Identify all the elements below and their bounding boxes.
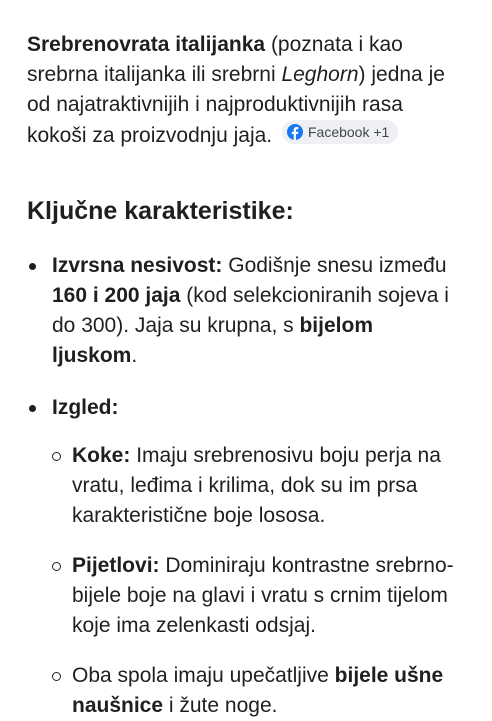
nesivost-text-1: Godišnje snesu između: [222, 254, 447, 277]
facebook-icon: [287, 124, 303, 140]
nesivost-text-3: .: [131, 344, 138, 367]
intro-paragraph: [27, 30, 464, 151]
characteristics-list: [27, 251, 464, 721]
nesivost-label: Izvrsna nesivost:: [52, 254, 223, 277]
list-item-izgled: [27, 393, 464, 721]
intro-text-1: (poznata i kao srebrna italijanka ili srebrni: [27, 33, 403, 86]
sublist-item-oba-spola: [52, 661, 464, 721]
sublist-item-koke: [52, 441, 464, 531]
nesivost-text-2: (kod selekcioniranih sojeva i do 300). Jaja su krupna, s: [52, 284, 449, 337]
breed-name: Srebrenovrata italijanka: [27, 33, 266, 56]
oba-text-1: Oba spola imaju upečatljive: [72, 664, 335, 687]
list-item-nesivost: [27, 251, 464, 371]
section-heading: Ključne karakteristike:: [27, 197, 294, 225]
nesivost-bold-2: bijelom ljuskom: [52, 314, 373, 367]
pijetlovi-label: Pijetlovi:: [72, 554, 160, 577]
intro-text-2: ) jedna je od najatraktivnijih i najproduktivnijih rasa kokoši za proizvodnju jaja.: [27, 63, 445, 147]
izgled-label: Izgled:: [52, 396, 119, 419]
koke-label: Koke:: [72, 444, 131, 467]
oba-bold-1: bijele ušne naušnice: [72, 664, 444, 717]
koke-text: Imaju srebrenosivu boju perja na vratu, leđima i krilima, dok su im prsa karakteristične boje lososa.: [72, 444, 441, 527]
source-chip-label: Facebook +1: [307, 124, 390, 140]
source-chip[interactable]: [282, 120, 398, 144]
leghorn-italic: Leghorn: [281, 63, 359, 86]
oba-text-2: i žute noge.: [163, 694, 278, 717]
pijetlovi-text: Dominiraju kontrastne srebrno-bijele boje na glavi i vratu s crnim tijelom koje ima zelenkasti odsjaj.: [72, 554, 454, 637]
nesivost-bold-1: 160 i 200 jaja: [52, 284, 181, 307]
izgled-sublist: [52, 441, 464, 721]
sublist-item-pijetlovi: [52, 551, 464, 641]
